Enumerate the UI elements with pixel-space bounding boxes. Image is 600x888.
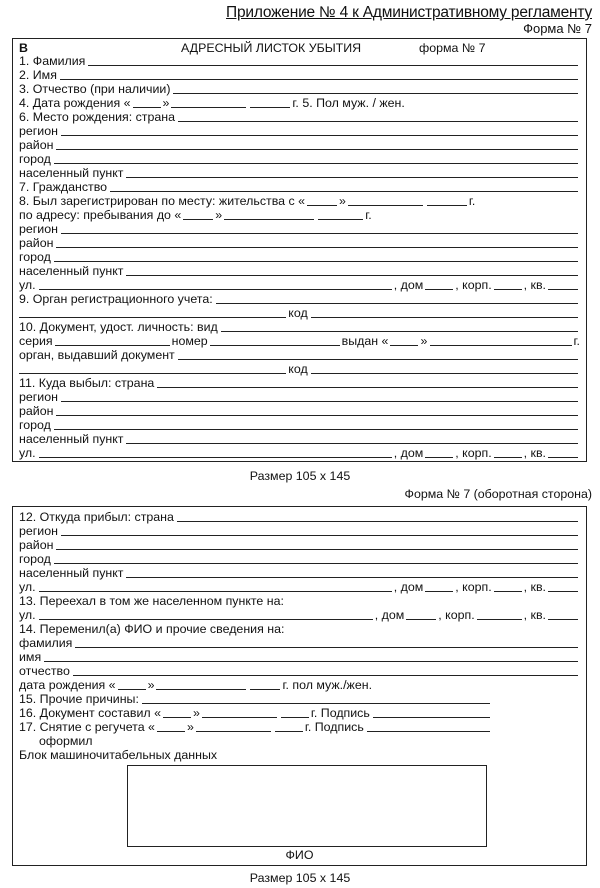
fill-line	[39, 618, 373, 620]
arrived-country-field[interactable]	[19, 510, 580, 524]
fill-line	[318, 218, 363, 220]
fill-line	[75, 646, 578, 648]
citizenship-field[interactable]	[19, 180, 580, 194]
region-label: регион	[19, 222, 58, 236]
changed-label-row	[19, 622, 580, 636]
doc-made-field[interactable]	[19, 706, 492, 720]
fill-line	[61, 400, 578, 402]
fill-line	[177, 520, 578, 522]
locality-label: населенный пункт	[19, 566, 124, 580]
patronymic-field[interactable]	[19, 82, 580, 96]
machine-readable-box[interactable]	[127, 765, 487, 847]
kv-label: , кв.	[523, 580, 546, 594]
changed-label: 14. Переменил(а) ФИО и прочие сведения на:	[19, 622, 285, 636]
fill-line	[61, 534, 578, 536]
signature-label: г. Подпись	[304, 720, 364, 734]
dob-label: дата рождения «	[19, 678, 116, 692]
quote: »	[162, 96, 170, 110]
quote: »	[339, 194, 346, 208]
fill-line	[126, 442, 578, 444]
fill-line	[367, 730, 490, 732]
kv-label: , кв.	[523, 608, 546, 622]
fill-line	[548, 288, 578, 290]
fill-line	[183, 218, 213, 220]
fill-line	[39, 456, 392, 458]
fill-line	[311, 372, 578, 374]
locality-label: населенный пункт	[19, 166, 124, 180]
fill-line	[56, 246, 578, 248]
city-label: город	[19, 418, 51, 432]
other-reasons-field[interactable]	[19, 692, 492, 706]
birthplace-label: 6. Место рождения: страна	[19, 110, 175, 124]
moved-same-locality-label-row	[19, 594, 580, 608]
street-label: ул.	[19, 278, 36, 292]
fill-line	[494, 456, 522, 458]
dob-label: 4. Дата рождения «	[19, 96, 131, 110]
dereg-label: 17. Снятие с регучета «	[19, 720, 155, 734]
new-name-field[interactable]	[19, 650, 580, 664]
form-title: АДРЕСНЫЙ ЛИСТОК УБЫТИЯ	[181, 41, 362, 55]
address-city-field[interactable]	[19, 250, 580, 264]
dob-sex-field[interactable]	[19, 96, 580, 110]
korp-label: , корп.	[455, 446, 492, 460]
locality-label: населенный пункт	[19, 264, 124, 278]
fill-line	[196, 730, 271, 732]
fill-line	[39, 590, 392, 592]
fill-line	[250, 688, 280, 690]
registered-stay-field[interactable]	[19, 208, 580, 222]
fill-line	[477, 618, 522, 620]
house-label: , дом	[393, 278, 424, 292]
issuer-code-field[interactable]	[19, 362, 580, 376]
quote: »	[186, 720, 194, 734]
address-district-field[interactable]	[19, 236, 580, 250]
fill-line	[88, 64, 578, 66]
fill-line	[73, 674, 578, 676]
form-number: Форма № 7	[523, 21, 592, 36]
reg-body-label: 9. Орган регистрационного учета:	[19, 292, 213, 306]
fill-line	[494, 288, 522, 290]
address-locality-field[interactable]	[19, 264, 580, 278]
fill-line	[250, 106, 290, 108]
locality-label: населенный пункт	[19, 432, 124, 446]
form-title-row	[19, 41, 580, 55]
region-label: регион	[19, 390, 58, 404]
departed-district-field[interactable]	[19, 404, 580, 418]
quote: »	[215, 208, 223, 222]
district-label: район	[19, 404, 54, 418]
reg-body-field[interactable]	[19, 292, 580, 306]
form-letter: В	[19, 41, 28, 55]
birthplace-district-field[interactable]	[19, 138, 580, 152]
number-label: номер	[171, 334, 208, 348]
street-label: ул.	[19, 580, 36, 594]
city-label: город	[19, 152, 51, 166]
fill-line	[311, 316, 578, 318]
fill-line	[275, 730, 303, 732]
birthplace-region-field[interactable]	[19, 124, 580, 138]
fill-line	[54, 162, 578, 164]
registered-label: 8. Был зарегистрирован по месту: жительства с «	[19, 194, 305, 208]
year-label: г.	[573, 334, 580, 348]
city-label: город	[19, 250, 51, 264]
back-side-title: Форма № 7 (оборотная сторона)	[404, 487, 592, 501]
kv-label: , кв.	[523, 446, 546, 460]
surname-field[interactable]	[19, 54, 580, 68]
front-size-caption: Размер 105 х 145	[249, 469, 351, 483]
back-size-caption: Размер 105 х 145	[249, 871, 351, 885]
issuer-field[interactable]	[19, 348, 580, 362]
fill-line	[173, 92, 578, 94]
city-label: город	[19, 552, 51, 566]
fill-line	[548, 618, 578, 620]
fill-line	[178, 358, 578, 360]
district-label: район	[19, 236, 54, 250]
birthplace-city-field[interactable]	[19, 152, 580, 166]
code-label: код	[288, 362, 308, 376]
fill-line	[19, 372, 286, 374]
departed-country-field[interactable]	[19, 376, 580, 390]
fill-line	[221, 330, 578, 332]
document-series-field[interactable]	[19, 334, 580, 348]
fill-line	[54, 428, 578, 430]
name-label: имя	[19, 650, 42, 664]
code-label: код	[288, 306, 308, 320]
arrived-district-field[interactable]	[19, 538, 580, 552]
fill-line	[224, 218, 314, 220]
fill-line	[126, 274, 578, 276]
surname-label: 1. Фамилия	[19, 54, 86, 68]
issuer-label: орган, выдавший документ	[19, 348, 175, 362]
back-side-form	[12, 506, 587, 866]
formalized-label: оформил	[39, 734, 93, 748]
arrived-region-field[interactable]	[19, 524, 580, 538]
district-label: район	[19, 538, 54, 552]
dob-year-sex-label: г. 5. Пол муж. / жен.	[292, 96, 405, 110]
fill-line	[425, 456, 453, 458]
fill-line	[157, 386, 578, 388]
quote: »	[147, 678, 155, 692]
year-label: г.	[468, 194, 476, 208]
fill-line	[110, 190, 578, 192]
fill-line	[548, 590, 578, 592]
departed-label: 11. Куда выбыл: страна	[19, 376, 155, 390]
korp-label: , корп.	[455, 278, 492, 292]
dob-year-sex-label: г. пол муж./жен.	[282, 678, 373, 692]
fill-line	[156, 688, 246, 690]
street-label: ул.	[19, 608, 36, 622]
address-stay-label: по адресу: пребывания до «	[19, 208, 182, 222]
fill-line	[425, 288, 453, 290]
machine-block-label: Блок машиночитабельных данных	[19, 748, 218, 762]
fill-line	[55, 344, 170, 346]
fill-line	[142, 702, 490, 704]
fill-line	[61, 232, 578, 234]
patronymic-label: 3. Отчество (при наличии)	[19, 82, 171, 96]
arrived-locality-field[interactable]	[19, 566, 580, 580]
fill-line	[19, 316, 286, 318]
departed-locality-field[interactable]	[19, 432, 580, 446]
fill-line	[348, 204, 423, 206]
fill-line	[494, 590, 522, 592]
departed-region-field[interactable]	[19, 390, 580, 404]
house-label: , дом	[393, 580, 424, 594]
name-field[interactable]	[19, 68, 580, 82]
year-label: г.	[365, 208, 372, 222]
fill-line	[202, 716, 277, 718]
fill-line	[39, 288, 392, 290]
region-label: регион	[19, 124, 58, 138]
issued-label: выдан «	[341, 334, 389, 348]
fill-line	[56, 548, 578, 550]
fill-line	[427, 204, 467, 206]
fill-line	[406, 618, 436, 620]
arrived-street-field[interactable]	[19, 580, 580, 594]
surname-label: фамилия	[19, 636, 73, 650]
series-label: серия	[19, 334, 53, 348]
address-region-field[interactable]	[19, 222, 580, 236]
name-label: 2. Имя	[19, 68, 57, 82]
new-surname-field[interactable]	[19, 636, 580, 650]
moved-street-field[interactable]	[19, 608, 580, 622]
fill-line	[61, 134, 578, 136]
quote: »	[193, 706, 200, 720]
registered-residence-field[interactable]	[19, 194, 580, 208]
departed-city-field[interactable]	[19, 418, 580, 432]
fill-line	[430, 344, 571, 346]
signature-label: г. Подпись	[310, 706, 370, 720]
dereg-field[interactable]	[19, 720, 492, 734]
moved-same-label: 13. Переехал в том же населенном пункте на:	[19, 594, 284, 608]
house-label: , дом	[374, 608, 405, 622]
kv-label: , кв.	[523, 278, 546, 292]
korp-label: , корп.	[455, 580, 492, 594]
fill-line	[157, 730, 185, 732]
new-dob-field[interactable]	[19, 678, 580, 692]
fill-line	[390, 344, 418, 346]
korp-label: , корп.	[438, 608, 475, 622]
district-label: район	[19, 138, 54, 152]
fill-line	[56, 148, 578, 150]
fill-line	[171, 106, 246, 108]
fill-line	[54, 260, 578, 262]
appendix-title: Приложение № 4 к Административному регламенту	[226, 4, 592, 21]
birthplace-locality-field[interactable]	[19, 166, 580, 180]
house-label: , дом	[393, 446, 424, 460]
form-label: форма № 7	[419, 41, 486, 55]
fill-line	[163, 716, 191, 718]
departed-street-field[interactable]	[19, 446, 580, 460]
patronymic-label: отчество	[19, 664, 70, 678]
fill-line	[373, 716, 490, 718]
front-side-form	[12, 38, 587, 462]
fill-line	[44, 660, 578, 662]
citizenship-label: 7. Гражданство	[19, 180, 108, 194]
machine-block-label-row	[19, 748, 580, 762]
fill-line	[126, 576, 578, 578]
arrived-label: 12. Откуда прибыл: страна	[19, 510, 174, 524]
fill-line	[307, 204, 337, 206]
fio-label: ФИО	[285, 848, 314, 862]
fill-line	[210, 344, 340, 346]
document-type-field[interactable]	[19, 320, 580, 334]
region-label: регион	[19, 524, 58, 538]
quote: »	[420, 334, 428, 348]
formalized-row	[19, 734, 580, 748]
other-reasons-label: 15. Прочие причины:	[19, 692, 139, 706]
doc-made-label: 16. Документ составил «	[19, 706, 161, 720]
fill-line	[126, 176, 578, 178]
fill-line	[133, 106, 161, 108]
fill-line	[60, 78, 578, 80]
fill-line	[216, 302, 578, 304]
fill-line	[281, 716, 309, 718]
birthplace-country-field[interactable]	[19, 110, 580, 124]
street-label: ул.	[19, 446, 36, 460]
arrived-city-field[interactable]	[19, 552, 580, 566]
fill-line	[548, 456, 578, 458]
address-street-field[interactable]	[19, 278, 580, 292]
fill-line	[118, 688, 146, 690]
new-patronymic-field[interactable]	[19, 664, 580, 678]
fill-line	[56, 414, 578, 416]
fill-line	[178, 120, 578, 122]
reg-body-code-field[interactable]	[19, 306, 580, 320]
document-label: 10. Документ, удост. личность: вид	[19, 320, 218, 334]
fill-line	[54, 562, 578, 564]
fill-line	[425, 590, 453, 592]
